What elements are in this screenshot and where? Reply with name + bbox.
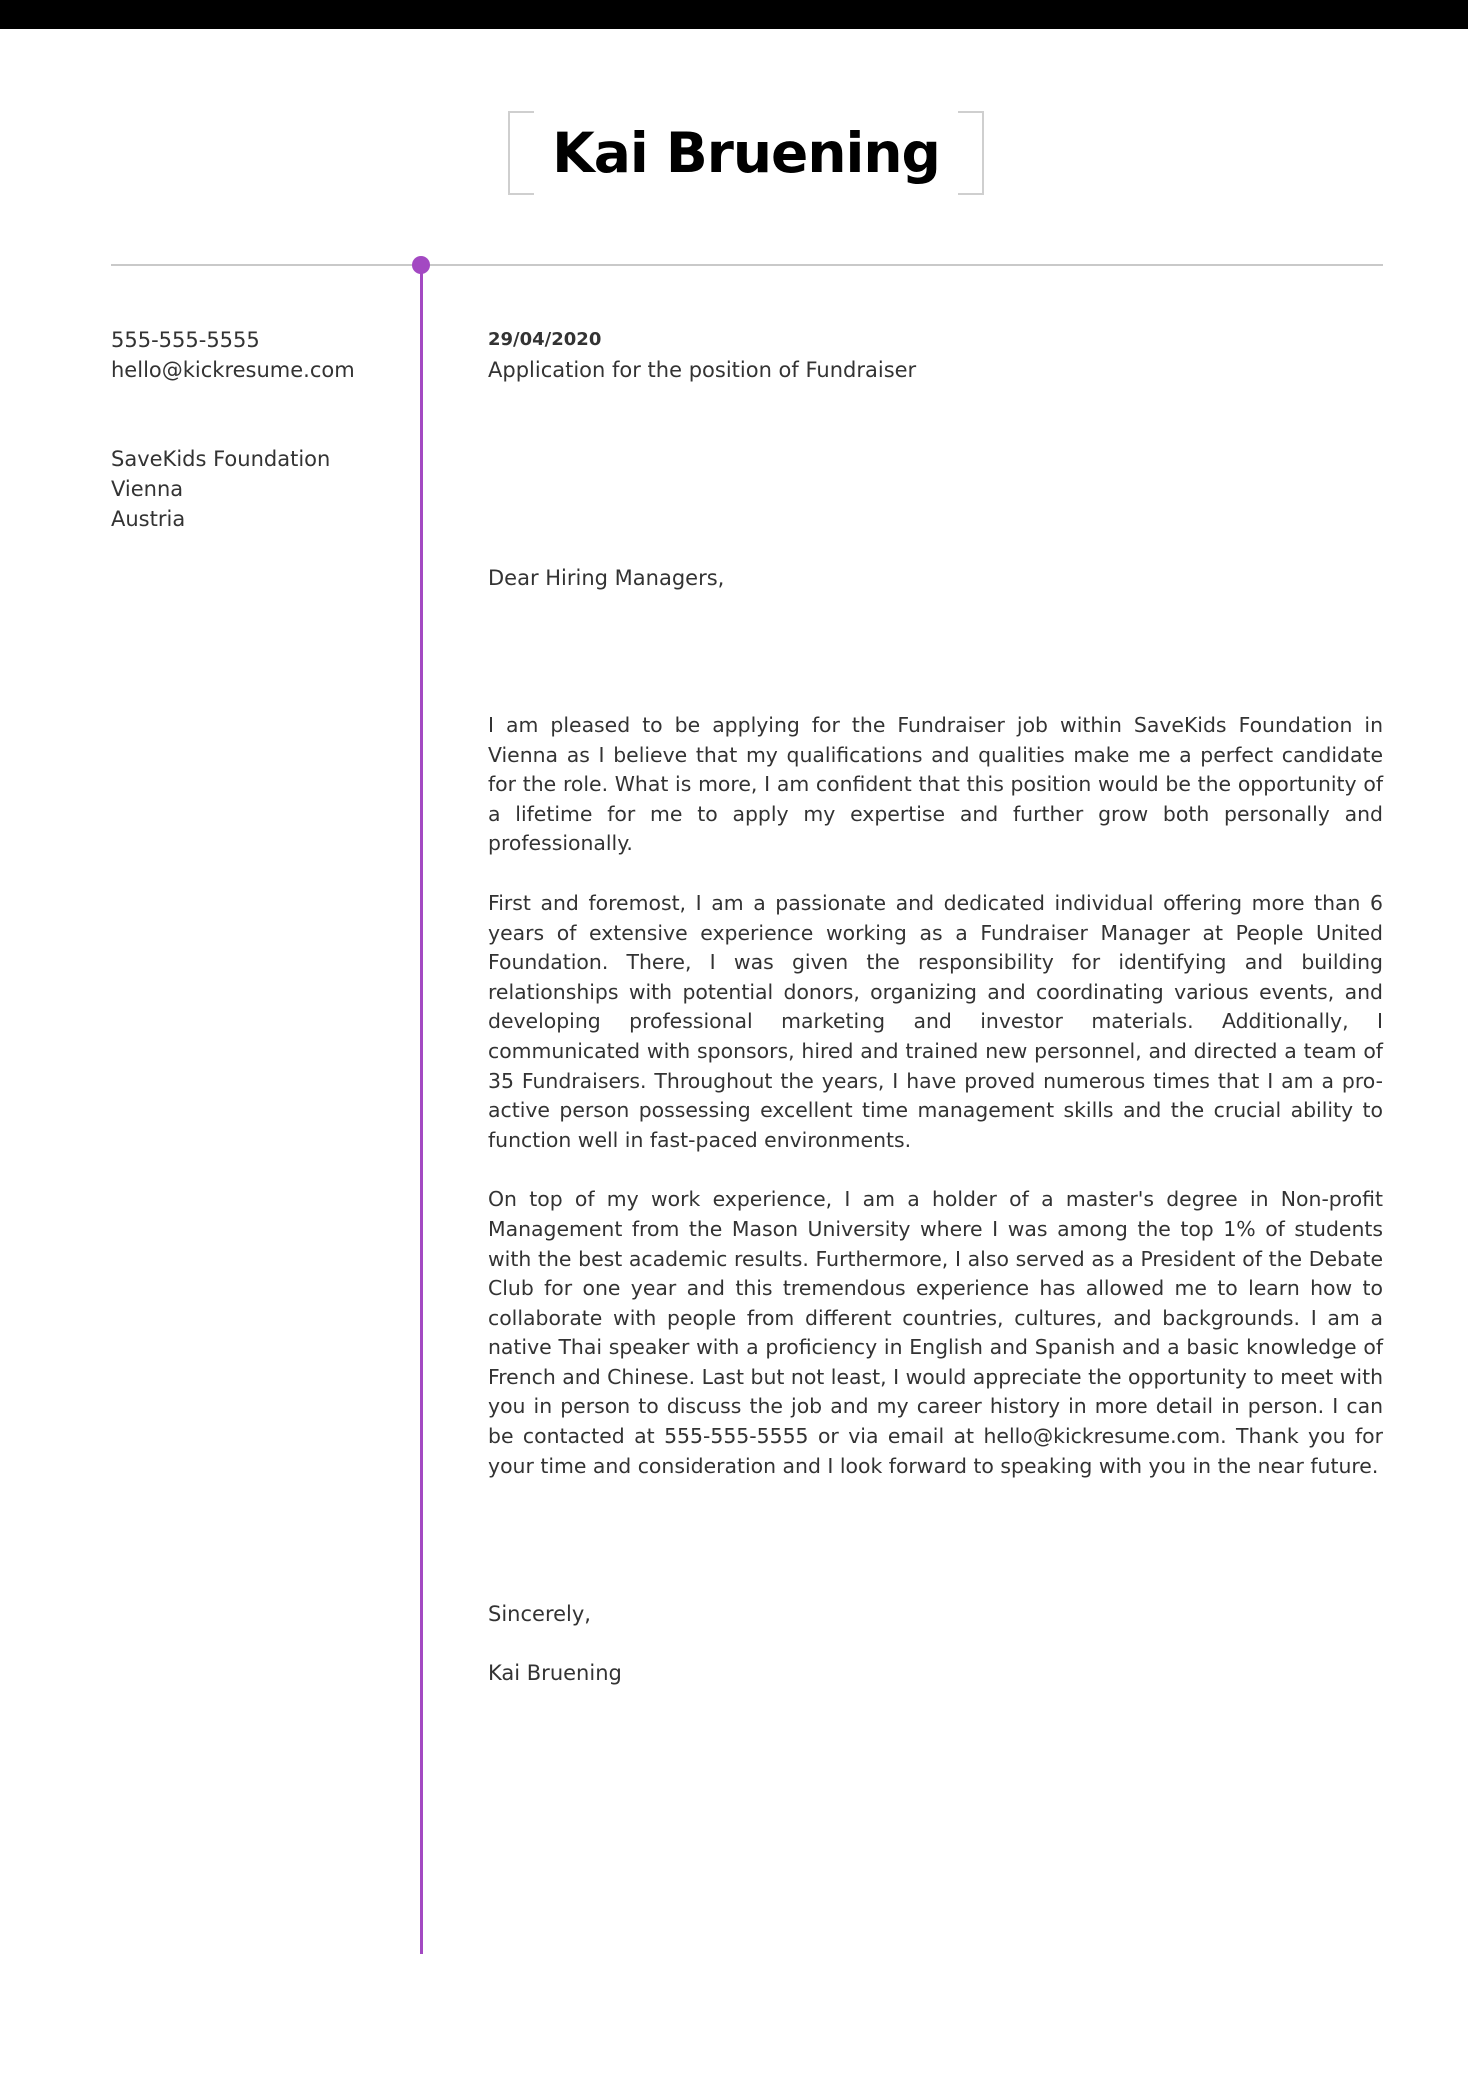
recipient-company: SaveKids Foundation xyxy=(111,447,331,471)
name-header xyxy=(508,111,984,195)
vertical-divider xyxy=(420,266,423,1954)
recipient-country: Austria xyxy=(111,507,186,531)
paragraph: First and foremost, I am a passionate and dedicated individual offering more than 6 years of extensive experience working as a Fundraiser Manager at People United Foundation. There, I was given the responsibility for identifying and building relationships with potential donors, organizing and coordinating various events, and developing professional marketing and investor materials. Additionally, I communicated with sponsors, hired and trained new personnel, and directed a team of 35 Fundraisers. Throughout the years, I have proved numerous times that I am a pro-active person possessing excellent time management skills and the crucial ability to function well in fast-paced environments. xyxy=(488,890,1383,1152)
signature-name: Kai Bruening xyxy=(488,1661,622,1686)
paragraph: On top of my work experience, I am a holder of a master's degree in Non-profit Management from the Mason University where I was among the top 1% of students with the best academic results. Furthermore, I also served as a President of the Debate Club for one year and this tremendous experience has allowed me to learn how to collaborate with people from different countries, cultures, and backgrounds. I am a native Thai speaker with a proficiency in English and Spanish and a basic knowledge of French and Chinese. Last but not least, I would appreciate the opportunity to meet with you in person to discuss the job and my career history in more detail in person. I can be contacted at 555-555-5555 or via email at hello@kickresume.com. Thank you for your time and consideration and I look forward to speaking with you in the near future. xyxy=(488,1187,1383,1478)
email-address: hello@kickresume.com xyxy=(111,358,355,382)
top-bar xyxy=(0,0,1468,29)
divider-dot-icon xyxy=(412,256,430,274)
letter-subject: Application for the position of Fundraiser xyxy=(488,358,917,382)
paragraph: I am pleased to be applying for the Fundraiser job within SaveKids Foundation in Vienna as I believe that my qualifications and qualities make me a perfect candidate for the role. What is more, I am confident that this position would be the opportunity of a lifetime for me to apply my expertise and further grow both personally and professionally. xyxy=(488,713,1383,856)
applicant-name: Kai Bruening xyxy=(552,121,940,185)
closing: Sincerely, xyxy=(488,1602,591,1627)
horizontal-divider xyxy=(111,264,1383,266)
phone-number: 555-555-5555 xyxy=(111,328,260,352)
letter-body xyxy=(488,325,1383,1688)
contact-sidebar xyxy=(111,325,401,534)
recipient-city: Vienna xyxy=(111,477,184,501)
salutation: Dear Hiring Managers, xyxy=(488,566,725,590)
letter-date: 29/04/2020 xyxy=(488,329,602,350)
letter-paragraphs xyxy=(488,711,1383,1481)
